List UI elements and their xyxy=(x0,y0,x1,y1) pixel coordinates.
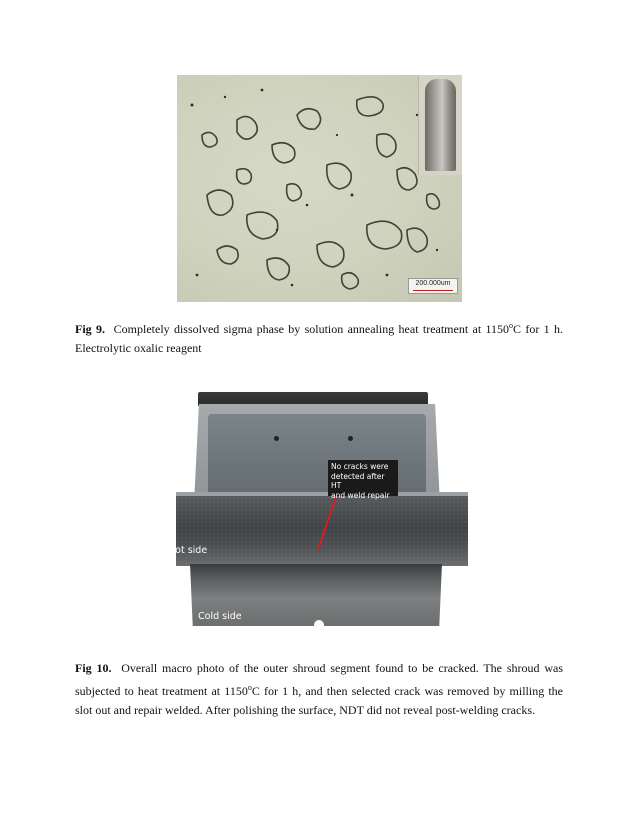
figure-10-caption-text-end: C for 1 h, and then selected crack was removed by milling the slot out and repair welded. After polishing the surface, NDT did not reveal post-welding cracks. xyxy=(75,684,563,717)
specimen-inset-photo xyxy=(418,75,462,175)
scale-bar-label: 200.000um xyxy=(415,280,451,287)
figure-9-caption xyxy=(75,316,563,358)
figure-9-caption-text-end: C for 1 h. Electrolytic oxalic reagent xyxy=(75,322,563,355)
figure-10-caption xyxy=(75,659,563,720)
hot-side-label: Hot side xyxy=(168,545,208,556)
specimen-rod xyxy=(425,79,456,171)
annotation-line-3: and weld repair xyxy=(331,490,390,500)
figure-10-label: Fig 10. xyxy=(75,661,112,675)
degree-superscript: o xyxy=(247,683,252,692)
figure-9-micrograph xyxy=(177,75,462,302)
scale-bar xyxy=(408,278,458,294)
figure-9-label: Fig 9. xyxy=(75,322,105,336)
cold-side-label: Cold side xyxy=(198,611,242,622)
annotation-line-2: detected after HT xyxy=(331,471,385,490)
figure-10-caption-text: Overall macro photo of the outer shroud segment found to be cracked. The shroud was subjected to heat treatment at 1150 xyxy=(75,661,563,698)
repaired-crack-line xyxy=(168,392,471,628)
degree-superscript: o xyxy=(509,321,514,330)
figure-10-macro-photo xyxy=(168,392,471,628)
figure-9-caption-text: Completely dissolved sigma phase by solution annealing heat treatment at 1150 xyxy=(113,322,510,336)
annotation-line-1: No cracks were xyxy=(331,462,389,471)
annotation-box xyxy=(328,460,398,500)
